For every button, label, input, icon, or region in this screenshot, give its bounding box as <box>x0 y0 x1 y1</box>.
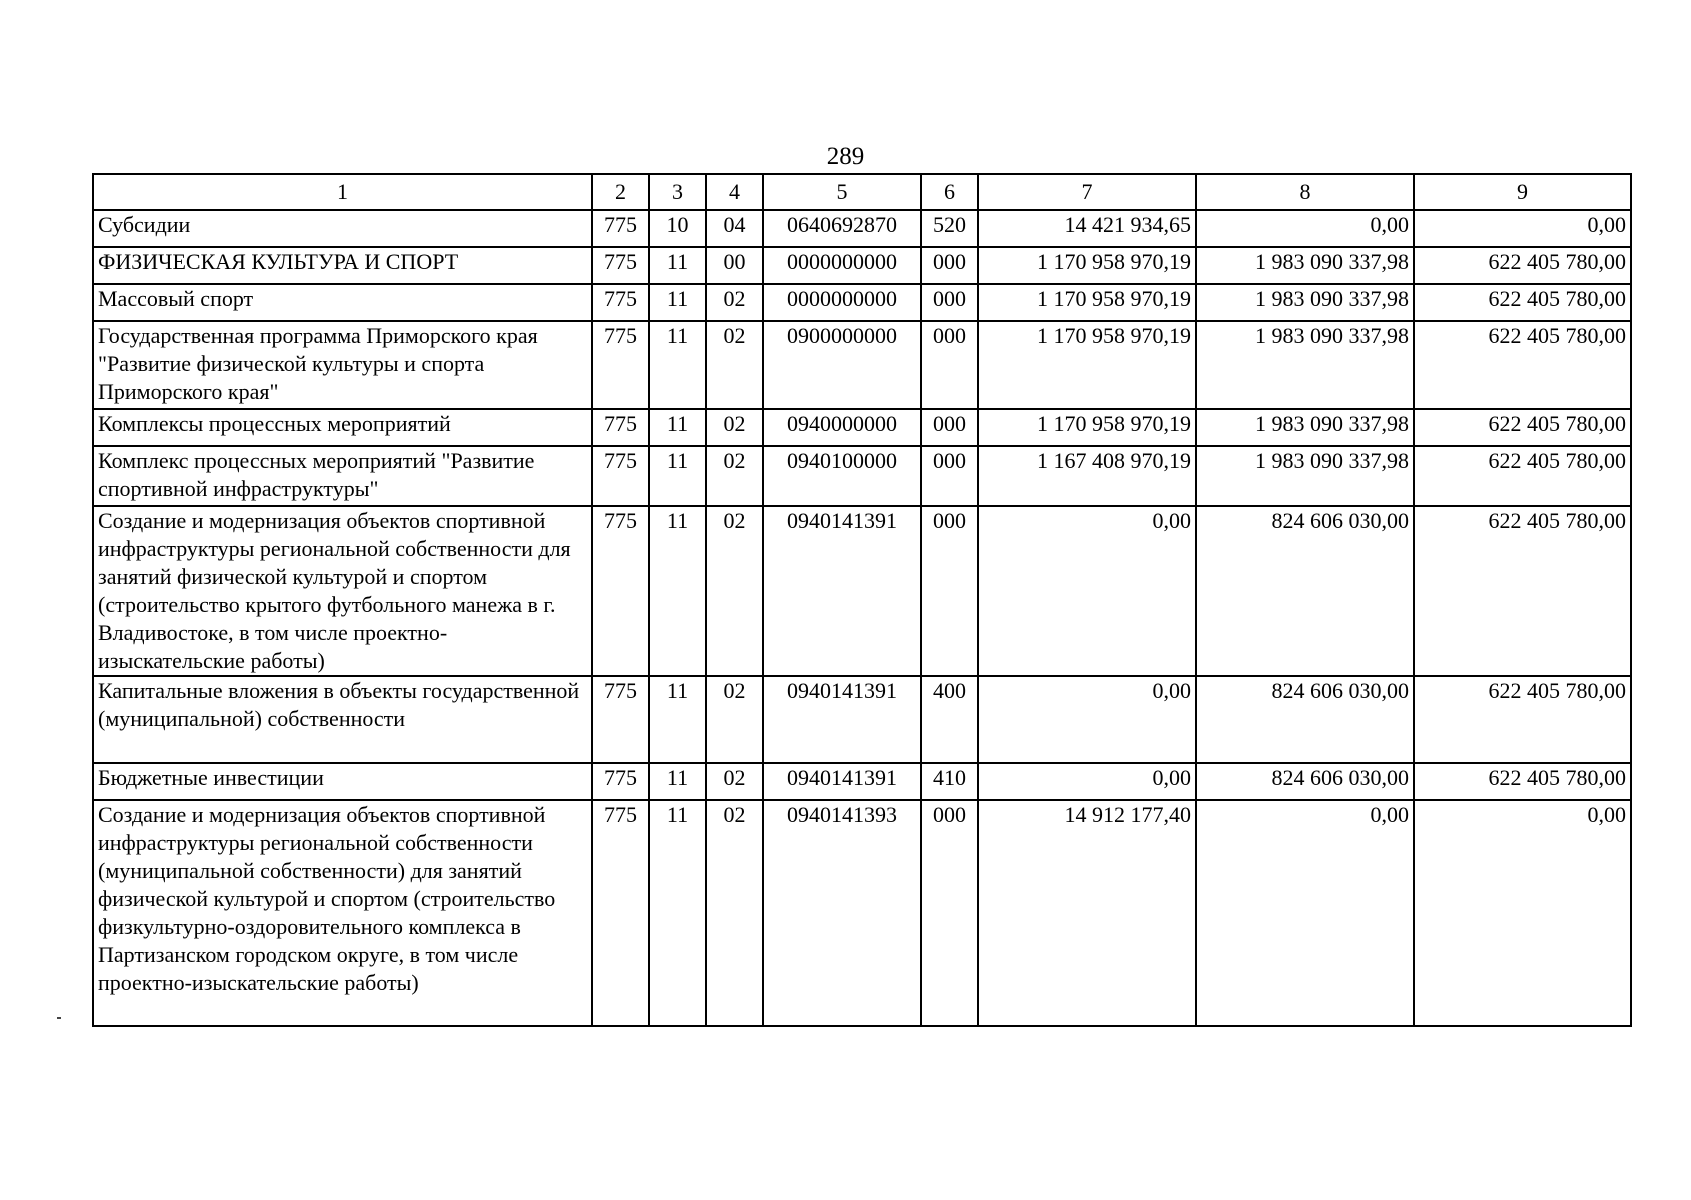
row-name: Создание и модернизация объектов спортивной инфраструктуры региональной собственности (муниципальной собственности) для занятий физической культурой и спортом (строительство физкультурно-оздоровительного комплекса в Партизанском городском округе, в том числе проектно-изыскательские работы) <box>93 800 592 1026</box>
row-name: Капитальные вложения в объекты государственной (муниципальной) собственности <box>93 676 592 763</box>
amount-col-8: 1 983 090 337,98 <box>1196 284 1414 321</box>
subsection-code: 02 <box>706 800 763 1026</box>
table-row <box>93 247 1631 284</box>
ministry-code: 775 <box>592 506 649 676</box>
column-header: 6 <box>921 174 978 210</box>
expense-type-code: 000 <box>921 321 978 409</box>
expense-type-code: 000 <box>921 284 978 321</box>
amount-col-8: 824 606 030,00 <box>1196 676 1414 763</box>
section-code: 11 <box>649 446 706 506</box>
amount-col-8: 1 983 090 337,98 <box>1196 321 1414 409</box>
amount-col-7: 1 170 958 970,19 <box>978 284 1196 321</box>
section-code: 11 <box>649 409 706 446</box>
row-name: Бюджетные инвестиции <box>93 763 592 800</box>
section-code: 10 <box>649 210 706 247</box>
amount-col-8: 1 983 090 337,98 <box>1196 446 1414 506</box>
column-header: 5 <box>763 174 921 210</box>
amount-col-9: 622 405 780,00 <box>1414 284 1631 321</box>
amount-col-7: 14 912 177,40 <box>978 800 1196 1026</box>
row-name: Государственная программа Приморского края "Развитие физической культуры и спорта Приморского края" <box>93 321 592 409</box>
section-code: 11 <box>649 321 706 409</box>
target-article-code: 0640692870 <box>763 210 921 247</box>
expense-type-code: 520 <box>921 210 978 247</box>
row-name: Создание и модернизация объектов спортивной инфраструктуры региональной собственности для занятий физической культурой и спортом (строительство крытого футбольного манежа в г. Владивостоке, в том числе проектно-изыскательские работы) <box>93 506 592 676</box>
target-article-code: 0000000000 <box>763 284 921 321</box>
target-article-code: 0940141391 <box>763 506 921 676</box>
section-code: 11 <box>649 284 706 321</box>
amount-col-9: 622 405 780,00 <box>1414 247 1631 284</box>
section-code: 11 <box>649 506 706 676</box>
ministry-code: 775 <box>592 446 649 506</box>
row-name: ФИЗИЧЕСКАЯ КУЛЬТУРА И СПОРТ <box>93 247 592 284</box>
subsection-code: 02 <box>706 763 763 800</box>
budget-table <box>92 173 1632 1027</box>
subsection-code: 02 <box>706 676 763 763</box>
amount-col-7: 0,00 <box>978 676 1196 763</box>
ministry-code: 775 <box>592 247 649 284</box>
ministry-code: 775 <box>592 284 649 321</box>
subsection-code: 02 <box>706 506 763 676</box>
row-name: Комплекс процессных мероприятий "Развитие спортивной инфраструктуры" <box>93 446 592 506</box>
section-code: 11 <box>649 676 706 763</box>
column-header: 1 <box>93 174 592 210</box>
table-row <box>93 321 1631 409</box>
table-row <box>93 800 1631 1026</box>
amount-col-8: 0,00 <box>1196 210 1414 247</box>
column-header: 8 <box>1196 174 1414 210</box>
target-article-code: 0940000000 <box>763 409 921 446</box>
amount-col-8: 824 606 030,00 <box>1196 506 1414 676</box>
column-header: 7 <box>978 174 1196 210</box>
table-row <box>93 506 1631 676</box>
expense-type-code: 400 <box>921 676 978 763</box>
amount-col-7: 1 170 958 970,19 <box>978 321 1196 409</box>
ministry-code: 775 <box>592 321 649 409</box>
amount-col-9: 622 405 780,00 <box>1414 763 1631 800</box>
expense-type-code: 000 <box>921 409 978 446</box>
amount-col-9: 622 405 780,00 <box>1414 506 1631 676</box>
table-row <box>93 409 1631 446</box>
amount-col-7: 1 167 408 970,19 <box>978 446 1196 506</box>
amount-col-7: 14 421 934,65 <box>978 210 1196 247</box>
ministry-code: 775 <box>592 800 649 1026</box>
scan-artifact <box>57 1017 61 1019</box>
amount-col-9: 0,00 <box>1414 210 1631 247</box>
amount-col-7: 1 170 958 970,19 <box>978 247 1196 284</box>
target-article-code: 0900000000 <box>763 321 921 409</box>
amount-col-9: 622 405 780,00 <box>1414 676 1631 763</box>
target-article-code: 0000000000 <box>763 247 921 284</box>
table-header-row <box>93 174 1631 210</box>
expense-type-code: 000 <box>921 506 978 676</box>
subsection-code: 00 <box>706 247 763 284</box>
table-row <box>93 676 1631 763</box>
amount-col-8: 1 983 090 337,98 <box>1196 247 1414 284</box>
target-article-code: 0940141391 <box>763 676 921 763</box>
subsection-code: 04 <box>706 210 763 247</box>
page-number: 289 <box>826 143 865 170</box>
subsection-code: 02 <box>706 446 763 506</box>
amount-col-7: 1 170 958 970,19 <box>978 409 1196 446</box>
amount-col-7: 0,00 <box>978 506 1196 676</box>
ministry-code: 775 <box>592 409 649 446</box>
amount-col-9: 622 405 780,00 <box>1414 446 1631 506</box>
target-article-code: 0940141391 <box>763 763 921 800</box>
ministry-code: 775 <box>592 210 649 247</box>
row-name: Массовый спорт <box>93 284 592 321</box>
row-name: Субсидии <box>93 210 592 247</box>
expense-type-code: 410 <box>921 763 978 800</box>
ministry-code: 775 <box>592 676 649 763</box>
amount-col-9: 622 405 780,00 <box>1414 409 1631 446</box>
amount-col-8: 0,00 <box>1196 800 1414 1026</box>
subsection-code: 02 <box>706 409 763 446</box>
expense-type-code: 000 <box>921 247 978 284</box>
table-row <box>93 284 1631 321</box>
column-header: 4 <box>706 174 763 210</box>
table-row <box>93 763 1631 800</box>
amount-col-8: 824 606 030,00 <box>1196 763 1414 800</box>
column-header: 2 <box>592 174 649 210</box>
amount-col-9: 0,00 <box>1414 800 1631 1026</box>
amount-col-9: 622 405 780,00 <box>1414 321 1631 409</box>
target-article-code: 0940141393 <box>763 800 921 1026</box>
expense-type-code: 000 <box>921 800 978 1026</box>
row-name: Комплексы процессных мероприятий <box>93 409 592 446</box>
ministry-code: 775 <box>592 763 649 800</box>
section-code: 11 <box>649 800 706 1026</box>
section-code: 11 <box>649 247 706 284</box>
section-code: 11 <box>649 763 706 800</box>
expense-type-code: 000 <box>921 446 978 506</box>
target-article-code: 0940100000 <box>763 446 921 506</box>
subsection-code: 02 <box>706 321 763 409</box>
amount-col-8: 1 983 090 337,98 <box>1196 409 1414 446</box>
table-row <box>93 446 1631 506</box>
amount-col-7: 0,00 <box>978 763 1196 800</box>
column-header: 9 <box>1414 174 1631 210</box>
column-header: 3 <box>649 174 706 210</box>
subsection-code: 02 <box>706 284 763 321</box>
table-row <box>93 210 1631 247</box>
